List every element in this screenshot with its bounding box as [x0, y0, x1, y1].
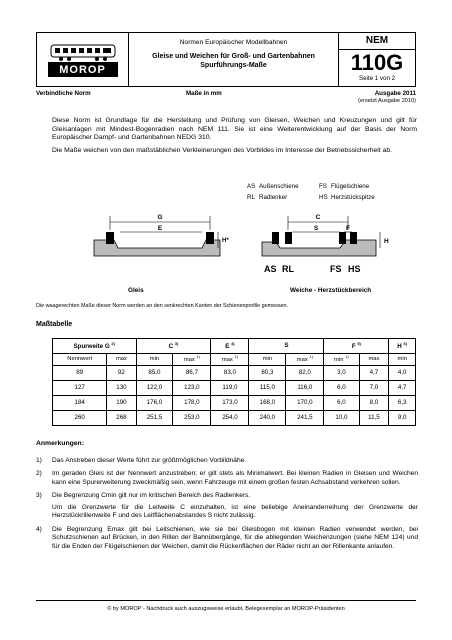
fs-label: FS: [330, 264, 342, 274]
note-text: Die Begrenzung Cmin gilt nur im kritischen Bereich des Radlenkers.: [52, 492, 251, 500]
note-number: 1): [36, 457, 42, 464]
subheader-cell: max $^{1)}$: [286, 354, 324, 366]
notes-list: [36, 457, 418, 556]
replaces-label: (ersetzt Ausgabe 2010): [358, 98, 416, 104]
subheader-cell: max: [359, 354, 389, 366]
legend-key: FS: [319, 183, 327, 190]
dim-h-label: H: [384, 238, 389, 245]
track-profile-diagram: [84, 210, 404, 288]
nem-number-block: [339, 33, 415, 86]
subheader-cell: min: [136, 354, 173, 366]
legend-key: RL: [247, 194, 255, 201]
copyright-footer: © by MOROP - Nachdruck auch auszugsweise erlaubt, Belegexemplar an MOROP-Präsidenten: [36, 600, 416, 613]
subheader-cell: max $^{1)}$: [211, 354, 249, 366]
legend-row: [247, 183, 391, 194]
note-text: Das Anstreben dieser Werte führt zur größtmöglichen Vorbildnähe.: [52, 457, 247, 464]
intro-paragraph-2: Die Maße weichen von den maßstäblichen Verkleinerungen des Vorbildes im Interesse der Betriebssicherheit ab.: [52, 147, 393, 155]
dim-e-label: E: [157, 225, 163, 232]
subheader-cell: max: [107, 354, 136, 366]
dim-g-label: G: [157, 214, 163, 221]
dim-c-label: C: [315, 214, 321, 221]
subheader-cell: min: [389, 354, 416, 366]
note-3-extra: Um die Grenzwerte für die Leitweite C einzuhalten, ist eine beliebige Aneinanderreihung der Grenzwerte der Herzstückrillenweite F und des Leitflächenabstandes S nicht zulässig.: [52, 503, 418, 520]
subheader-cell: min $^{1)}$: [324, 354, 359, 366]
table-subheader-row: [53, 354, 416, 366]
note-item: [36, 492, 418, 500]
caption-track: Gleis: [128, 287, 144, 294]
note-text: Im geraden Gleis ist der Nennwert anzustreben; er gilt stets als Minimalwert. Bei kleinen Radien in Gleisen und Weichen kann eine Spurerweiterung zweckmäßig sein, wenn Fahrzeuge mit einem großen festen Achsabstand verkehren sollen.: [52, 470, 418, 486]
table-title: Maßtabelle: [36, 321, 73, 328]
table-header-row: [53, 339, 416, 354]
title-line-1: Gleise und Weichen für Groß- und Gartenbahnen: [152, 53, 315, 61]
binding-label: Verbindliche Norm: [36, 90, 91, 97]
legend-key: HS: [319, 194, 328, 201]
header-e: E $^{4)}$: [211, 339, 249, 354]
table-row: 127 130 122,0 123,0 119,0 115,0 116,0 6,0 7,0 4,7: [53, 381, 416, 396]
title-line-2: Spurführungs-Maße: [200, 61, 267, 69]
organization-line: Normen Europäischer Modellbahnen: [179, 39, 288, 46]
header-gauge: Spurweite G $^{2)}$: [53, 339, 137, 354]
subheader-cell: min: [249, 354, 286, 366]
legend-value: Herzstückspitze: [331, 194, 375, 201]
edition-label: Ausgabe 2011: [374, 90, 416, 97]
table-row: 260 268 251,5 253,0 254,0 240,0 241,5 10,0 11,5 9,0: [53, 411, 416, 426]
dimension-table: [52, 338, 416, 426]
intro-paragraph-1: Diese Norm ist Grundlage für die Herstellung und Prüfung von Gleisen, Weichen und Kreuzungen und gilt für Gleisanlagen mit Mindest-Bogenradien nach NEM 111. Sie ist eine Weiterentwicklung auf der Basis der Norm Europäischer Dampf- und Gartenbahnen NEDG 310.: [52, 117, 417, 142]
table-row: 89 92 85,0 86,7 83,0 80,3 82,0 3,0 4,7 4,0: [53, 366, 416, 381]
legend-key: AS: [247, 183, 256, 190]
table-row: 184 190 176,0 178,0 173,0 168,0 170,0 6,0 8,0 6,3: [53, 396, 416, 411]
notes-title: Anmerkungen:: [36, 440, 84, 447]
caption-turnout: Weiche - Herzstückbereich: [290, 287, 372, 294]
as-label: AS: [264, 264, 277, 274]
dim-f-label: F: [346, 225, 350, 232]
note-item: [36, 457, 418, 465]
legend-value: Flügelschiene: [331, 183, 370, 190]
intro-text: [52, 117, 417, 160]
track-cross-section: [94, 214, 229, 256]
turnout-cross-section: [262, 214, 389, 274]
legend-value: Außenschiene: [259, 183, 299, 190]
note-text: Die Begrenzung Emax gilt bei Leitschienen, wie sie bei Gleisbogen mit kleinen Radien verwendet werden, bei Schutzschienen auf Brücken, in den Rillen der Bahnübergänge, für die abliegenden Weichenzungen (siehe NEM 124) und für die Enden der Flügelschienen der Weichen, damit die Rückenflächen der Räder nicht an der Rillenkante anlaufen.: [52, 525, 418, 550]
dim-s-label: S: [313, 225, 319, 232]
units-label: Maße in mm: [186, 90, 222, 97]
note-number: 4): [36, 525, 42, 533]
legend-row: [247, 194, 391, 205]
morop-logo: [37, 33, 129, 86]
header-c: C $^{3)}$: [136, 339, 211, 354]
subheader-cell: max $^{1)}$: [173, 354, 211, 366]
header-s: S: [249, 339, 324, 354]
note-item: [36, 526, 418, 551]
nem-label: NEM: [339, 33, 415, 50]
legend-value: Radlenker: [259, 194, 288, 201]
header-title-block: [129, 33, 339, 86]
measurement-note: Die waagerechten Maße dieser Norm werden an den senkrechten Kanten der Schienenprofile gemessen.: [36, 303, 289, 309]
note-number: 3): [36, 492, 42, 500]
rail-legend: [247, 183, 391, 205]
header-h: H $^{6)}$: [389, 339, 416, 354]
subheader-cell: Nennwert: [53, 354, 107, 366]
note-item: [36, 470, 418, 487]
note-number: 2): [36, 470, 42, 478]
logo-text: MOROP: [59, 63, 106, 76]
document-header: [36, 32, 416, 87]
page-info: Seite 1 von 2: [358, 74, 396, 82]
hs-label: HS: [348, 264, 361, 274]
dim-hstar-label: H*: [222, 238, 229, 244]
rl-label: RL: [282, 264, 294, 274]
header-f: F $^{5)}$: [324, 339, 389, 354]
nem-number: 110G: [350, 49, 404, 75]
